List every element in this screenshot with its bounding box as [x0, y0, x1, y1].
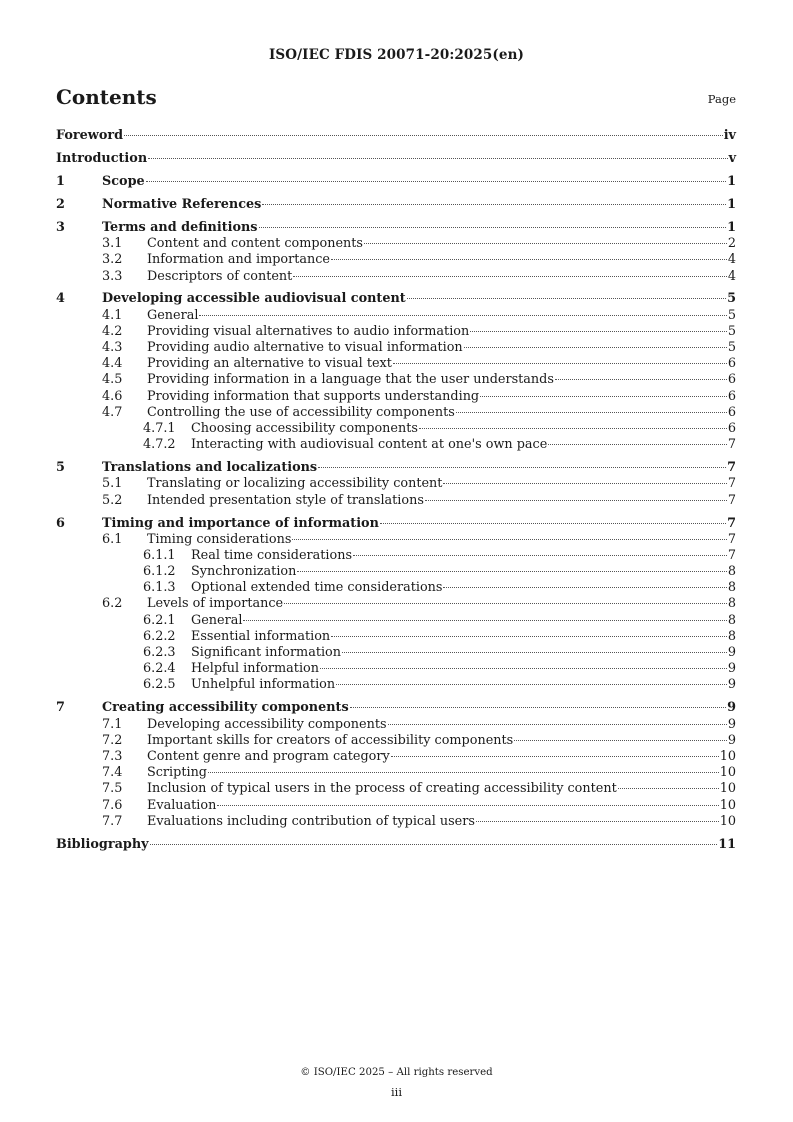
- toc-entry[interactable]: [56, 460, 736, 476]
- toc-entry-page: 9: [727, 700, 736, 716]
- toc-entry-number: 4.3: [102, 340, 123, 356]
- toc-entry-number: 7: [56, 700, 65, 716]
- dot-leader: [124, 134, 723, 136]
- toc-entry-title: Content genre and program category: [147, 748, 390, 764]
- toc-entry-number: 6.1.3: [143, 580, 176, 596]
- toc-entry-title: Intended presentation style of translations: [147, 492, 424, 508]
- toc-entry-page: 5: [727, 291, 736, 307]
- toc-entry-page: 1: [727, 173, 736, 189]
- toc-entry-page: 10: [719, 781, 736, 797]
- toc-entry-title: Evaluation: [147, 797, 217, 813]
- dot-leader: [262, 203, 726, 205]
- toc-entry-title: Inclusion of typical users in the process of creating accessibility content: [147, 781, 617, 797]
- dot-leader: [555, 378, 727, 380]
- dot-leader: [443, 586, 726, 588]
- dot-leader: [320, 667, 727, 669]
- toc-entry[interactable]: [56, 837, 736, 853]
- dot-leader: [388, 723, 727, 725]
- toc-entry-page: 9: [727, 677, 736, 693]
- toc-entry-title: Information and importance: [147, 252, 330, 268]
- toc-entry-title: Important skills for creators of accessibility components: [147, 732, 514, 748]
- toc-entry[interactable]: [56, 356, 736, 372]
- toc-entry[interactable]: [56, 580, 736, 596]
- toc-entry-title: Synchronization: [191, 564, 297, 580]
- toc-entry-title: Essential information: [191, 628, 331, 644]
- dot-leader: [331, 635, 727, 637]
- dot-leader: [443, 482, 726, 484]
- toc-entry-page: 6: [727, 420, 736, 436]
- toc-entry-title: Providing audio alternative to visual information: [147, 340, 463, 356]
- toc-entry-title: Content and content components: [147, 236, 363, 252]
- dot-leader: [342, 651, 727, 653]
- toc-entry[interactable]: [56, 174, 736, 190]
- toc-entry-page: 11: [718, 836, 736, 852]
- toc-entry-page: 7: [727, 476, 736, 492]
- toc-entry-page: 1: [727, 196, 736, 212]
- dot-leader: [364, 242, 727, 244]
- toc-entry-title: Developing accessible audiovisual content: [102, 291, 406, 307]
- toc-entry[interactable]: [56, 269, 736, 285]
- toc-entry-title: Terms and definitions: [102, 219, 258, 235]
- copyright-footer: © ISO/IEC 2025 – All rights reserved: [300, 1067, 493, 1078]
- dot-leader: [480, 395, 727, 397]
- toc-entry[interactable]: [56, 781, 736, 797]
- toc-entry-title: Levels of importance: [147, 596, 284, 612]
- toc-entry-title: Timing and importance of information: [102, 515, 379, 531]
- toc-entry[interactable]: [56, 532, 736, 548]
- toc-entry-title: Choosing accessibility components: [191, 420, 418, 436]
- toc-entry-number: 6.2.5: [143, 677, 176, 693]
- toc-entry-number: 6.2.1: [143, 612, 176, 628]
- toc-entry-number: 6.1: [102, 531, 123, 547]
- toc-entry-page: 7: [727, 547, 736, 563]
- dot-leader: [199, 314, 726, 316]
- toc-entry[interactable]: [56, 765, 736, 781]
- dot-leader: [514, 739, 727, 741]
- toc-entry-number: 5.2: [102, 492, 123, 508]
- toc-entry-title: Scripting: [147, 765, 208, 781]
- page-number: iii: [390, 1085, 403, 1099]
- toc-entry-number: 3.1: [102, 236, 123, 252]
- toc-entry-title: Interacting with audiovisual content at one's own pace: [191, 437, 548, 453]
- toc-entry-number: 6: [56, 515, 65, 531]
- toc-entry-number: 7.4: [102, 765, 123, 781]
- dot-leader: [217, 804, 718, 806]
- toc-entry-title: Unhelpful information: [191, 677, 336, 693]
- toc-entry-title: Controlling the use of accessibility components: [147, 404, 455, 420]
- page-column-label: Page: [707, 92, 736, 106]
- toc-entry[interactable]: [56, 476, 736, 492]
- toc-entry-number: 5.1: [102, 476, 123, 492]
- toc-entry-number: 7.7: [102, 813, 123, 829]
- contents-title: Contents: [56, 85, 157, 109]
- toc-entry-page: 9: [727, 661, 736, 677]
- toc-entry[interactable]: [56, 236, 736, 252]
- toc-entry-page: 5: [727, 307, 736, 323]
- dot-leader: [350, 706, 726, 708]
- toc-entry-number: 7.3: [102, 748, 123, 764]
- dot-leader: [391, 755, 719, 757]
- toc-entry-page: 2: [727, 236, 736, 252]
- toc-entry[interactable]: [56, 437, 736, 453]
- toc-entry-number: 4.5: [102, 372, 123, 388]
- toc-entry[interactable]: [56, 372, 736, 388]
- toc-entry-title: Optional extended time considerations: [191, 580, 443, 596]
- toc-entry-page: 8: [727, 596, 736, 612]
- toc-entry-number: 7.2: [102, 732, 123, 748]
- toc-entry-page: 7: [727, 531, 736, 547]
- dot-leader: [292, 538, 726, 540]
- toc-entry-title: Helpful information: [191, 661, 319, 677]
- dot-leader: [380, 522, 726, 524]
- toc-entry-number: 7.1: [102, 716, 123, 732]
- dot-leader: [548, 443, 727, 445]
- toc-entry-page: 4: [727, 268, 736, 284]
- document-id-header: ISO/IEC FDIS 20071-20:2025(en): [269, 47, 524, 63]
- toc-entry[interactable]: [56, 421, 736, 437]
- dot-leader: [331, 258, 727, 260]
- toc-entry[interactable]: [56, 733, 736, 749]
- dot-leader: [393, 362, 727, 364]
- dot-leader: [150, 843, 718, 845]
- toc-entry-page: 6: [727, 356, 736, 372]
- dot-leader: [146, 180, 726, 182]
- toc-entry[interactable]: [56, 151, 736, 167]
- toc-entry-page: 10: [719, 748, 736, 764]
- toc-entry-page: 10: [719, 765, 736, 781]
- dot-leader: [425, 499, 727, 501]
- toc-entry-title: Normative References: [102, 196, 262, 212]
- toc-entry[interactable]: [56, 700, 736, 716]
- toc-entry[interactable]: [56, 389, 736, 405]
- toc-entry-page: 7: [727, 437, 736, 453]
- dot-leader: [336, 683, 727, 685]
- dot-leader: [318, 466, 726, 468]
- toc-entry-number: 3: [56, 219, 65, 235]
- toc-entry-page: 8: [727, 580, 736, 596]
- toc-entry-number: 6.2.4: [143, 661, 176, 677]
- toc-entry-page: v: [728, 150, 736, 166]
- toc-entry[interactable]: [56, 516, 736, 532]
- toc-entry-number: 4.7.2: [143, 437, 176, 453]
- toc-entry-page: iv: [723, 128, 736, 143]
- toc-entry-page: 10: [719, 813, 736, 829]
- dot-leader: [353, 554, 727, 556]
- toc-entry-page: 8: [727, 628, 736, 644]
- toc-entry-number: 4: [56, 291, 65, 307]
- toc-entry[interactable]: [56, 548, 736, 564]
- toc-entry[interactable]: [56, 629, 736, 645]
- toc-entry-page: 6: [727, 388, 736, 404]
- toc-entry-title: Providing information in a language that the user understands: [147, 372, 554, 388]
- toc-entry-number: 5: [56, 460, 65, 476]
- dot-leader: [259, 226, 727, 228]
- toc-entry[interactable]: [56, 564, 736, 580]
- dot-leader: [284, 602, 727, 604]
- toc-entry-title: Timing considerations: [147, 531, 292, 547]
- dot-leader: [464, 346, 727, 348]
- dot-leader: [297, 570, 726, 572]
- toc-entry[interactable]: [56, 197, 736, 213]
- toc-entry-page: 9: [727, 645, 736, 661]
- toc-entry-number: 4.2: [102, 323, 123, 339]
- toc-entry-title: Providing information that supports understanding: [147, 388, 480, 404]
- dot-leader: [243, 619, 726, 621]
- toc-entry-title: Translating or localizing accessibility content: [147, 476, 443, 492]
- toc-entry-page: 7: [727, 492, 736, 508]
- toc-entry[interactable]: [56, 717, 736, 733]
- toc-entry-page: 7: [727, 460, 736, 476]
- toc-entry-number: 6.2.3: [143, 645, 176, 661]
- toc-entry[interactable]: [56, 596, 736, 612]
- toc-entry-page: 9: [727, 732, 736, 748]
- toc-entry-number: 7.6: [102, 797, 123, 813]
- toc-entry[interactable]: [56, 128, 736, 144]
- toc-entry-page: 8: [727, 564, 736, 580]
- toc-entry[interactable]: [56, 324, 736, 340]
- dot-leader: [208, 771, 719, 773]
- toc-entry[interactable]: [56, 661, 736, 677]
- toc-entry[interactable]: [56, 308, 736, 324]
- dot-leader: [293, 275, 727, 277]
- toc-entry-title: General: [147, 307, 199, 323]
- table-of-contents: [56, 128, 736, 853]
- dot-leader: [470, 330, 727, 332]
- toc-entry[interactable]: [56, 220, 736, 236]
- toc-entry-page: 5: [727, 340, 736, 356]
- toc-entry-number: 4.1: [102, 307, 123, 323]
- dot-leader: [419, 427, 727, 429]
- toc-entry-title: Real time considerations: [191, 547, 353, 563]
- dot-leader: [407, 297, 726, 299]
- toc-entry-title: Introduction: [56, 150, 148, 166]
- toc-entry-title: Providing an alternative to visual text: [147, 356, 392, 372]
- toc-entry-title: Foreword: [56, 128, 124, 143]
- toc-entry[interactable]: [56, 677, 736, 693]
- toc-entry-number: 2: [56, 196, 65, 212]
- toc-entry[interactable]: [56, 645, 736, 661]
- toc-entry-number: 6.1.1: [143, 547, 176, 563]
- toc-entry[interactable]: [56, 405, 736, 421]
- toc-entry-title: Evaluations including contribution of typical users: [147, 813, 475, 829]
- toc-entry[interactable]: [56, 814, 736, 830]
- toc-entry-number: 6.2.2: [143, 628, 176, 644]
- toc-entry-page: 4: [727, 252, 736, 268]
- toc-entry-title: Significant information: [191, 645, 342, 661]
- dot-leader: [148, 157, 727, 159]
- toc-entry-title: Translations and localizations: [102, 460, 318, 476]
- toc-entry-page: 7: [727, 515, 736, 531]
- toc-entry-number: 4.6: [102, 388, 123, 404]
- toc-entry-page: 1: [727, 219, 736, 235]
- toc-entry-number: 3.3: [102, 268, 123, 284]
- toc-entry[interactable]: [56, 252, 736, 268]
- toc-entry[interactable]: [56, 291, 736, 307]
- toc-entry[interactable]: [56, 749, 736, 765]
- toc-entry-title: Descriptors of content: [147, 268, 293, 284]
- toc-entry-page: 10: [719, 797, 736, 813]
- toc-entry-number: 1: [56, 173, 65, 189]
- toc-entry[interactable]: [56, 340, 736, 356]
- toc-entry-page: 6: [727, 372, 736, 388]
- toc-entry-number: 6.2: [102, 596, 123, 612]
- toc-entry-title: General: [191, 612, 243, 628]
- toc-entry[interactable]: [56, 613, 736, 629]
- toc-entry-title: Developing accessibility components: [147, 716, 387, 732]
- toc-entry-page: 8: [727, 612, 736, 628]
- dot-leader: [618, 787, 719, 789]
- toc-entry-title: Providing visual alternatives to audio information: [147, 323, 470, 339]
- toc-entry-title: Bibliography: [56, 836, 149, 852]
- toc-entry-number: 6.1.2: [143, 564, 176, 580]
- toc-entry-number: 4.7.1: [143, 420, 176, 436]
- toc-entry-number: 7.5: [102, 781, 123, 797]
- toc-entry[interactable]: [56, 493, 736, 509]
- dot-leader: [456, 411, 727, 413]
- toc-entry-number: 4.7: [102, 404, 123, 420]
- toc-entry-title: Scope: [102, 173, 145, 189]
- toc-entry-number: 3.2: [102, 252, 123, 268]
- dot-leader: [476, 820, 719, 822]
- toc-entry-page: 9: [727, 716, 736, 732]
- toc-entry-page: 5: [727, 323, 736, 339]
- toc-entry-page: 6: [727, 404, 736, 420]
- toc-entry[interactable]: [56, 798, 736, 814]
- toc-entry-number: 4.4: [102, 356, 123, 372]
- toc-entry-title: Creating accessibility components: [102, 700, 349, 716]
